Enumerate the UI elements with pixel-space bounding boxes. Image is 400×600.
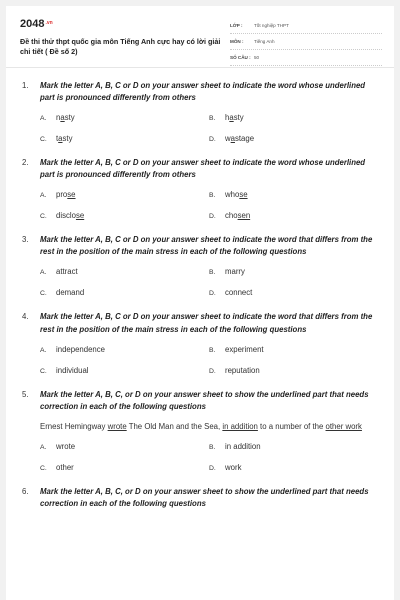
question-4 [22,311,378,374]
meta-row [230,50,382,66]
option-underlined-part: a [58,134,63,144]
sentence-part: Ernest Hemingway [40,421,108,431]
question-3 [22,234,378,297]
option-letter: C. [40,465,47,473]
option-text [225,134,254,143]
option-text [56,442,75,451]
option-text-start: t [56,134,59,144]
document-meta [230,18,382,66]
option-underlined-part: a [60,113,65,123]
answer-option-d[interactable] [209,211,378,220]
question-6 [22,486,378,510]
option-letter: D. [209,290,216,298]
option-text [56,288,84,297]
option-text-start: pro [56,190,68,200]
option-text [225,267,245,276]
option-letter: D. [209,367,216,375]
option-letter: A. [40,115,47,123]
option-text-start: in addition [225,442,261,452]
answer-options [40,113,378,143]
question-header [22,486,378,510]
option-letter: C. [40,367,47,375]
option-letter: B. [209,346,216,354]
meta-value: 50 [254,55,260,60]
option-text [56,366,89,375]
question-number: 4. [22,312,29,322]
option-text-start: connect [225,288,253,298]
question-number: 1. [22,81,29,90]
option-text [225,113,244,122]
answer-option-c[interactable] [40,463,209,472]
answer-option-d[interactable] [209,366,378,375]
option-text [56,211,84,220]
option-text-end: sty [64,113,75,123]
question-list [6,68,394,510]
option-letter: D. [209,136,216,144]
question-header [22,389,378,413]
meta-key: SỐ CÂU : [230,55,251,60]
underlined-part: other work [325,421,362,431]
question-1 [22,80,378,143]
meta-row [230,34,382,50]
answer-option-c[interactable] [40,288,209,297]
answer-option-a[interactable] [40,345,209,354]
document-title: Đề thi thử thpt quốc gia môn Tiếng Anh cực hay có lời giải chi tiết ( Đề số 2) [20,37,221,56]
answer-option-a[interactable] [40,113,209,122]
question-header [22,157,378,181]
answer-option-b[interactable] [209,442,378,451]
option-text-start: attract [56,267,78,277]
question-number: 2. [22,158,29,168]
meta-row [230,18,382,34]
answer-options [40,190,378,220]
option-text-start: individual [56,365,89,375]
option-letter: A. [40,269,47,277]
option-text [225,442,261,451]
option-text [225,190,248,199]
question-5 [22,389,378,473]
option-text-start: independence [56,344,105,354]
question-2 [22,157,378,220]
option-text [56,134,72,143]
answer-options [40,267,378,297]
option-letter: C. [40,213,47,221]
document-page [6,6,394,600]
meta-key: MÔN : [230,39,244,44]
option-text [225,463,241,472]
option-letter: B. [209,192,216,200]
option-text-start: reputation [225,365,260,375]
option-text-start: cho [225,211,238,221]
sentence-part: to a number of the [257,421,326,431]
option-letter: B. [209,444,216,452]
question-header [22,311,378,335]
logo-text: 2048 [20,18,45,30]
answer-option-c[interactable] [40,366,209,375]
option-letter: A. [40,192,47,200]
question-header [22,80,378,104]
answer-option-b[interactable] [209,113,378,122]
question-number: 6. [22,487,29,497]
option-text-end: stage [234,134,255,144]
answer-option-b[interactable] [209,190,378,199]
option-text-start: who [225,190,240,200]
answer-option-b[interactable] [209,267,378,276]
question-number: 5. [22,389,29,399]
answer-option-d[interactable] [209,134,378,143]
answer-option-d[interactable] [209,288,378,297]
option-letter: A. [40,444,47,452]
meta-key: LỚP : [230,23,243,28]
answer-option-a[interactable] [40,442,209,451]
option-text-start: w [225,134,231,144]
document-header [6,6,394,68]
answer-option-b[interactable] [209,345,378,354]
option-text-end: sty [233,113,244,123]
option-text [225,288,252,297]
option-text [56,190,76,199]
option-letter: B. [209,115,216,123]
option-text [56,463,74,472]
option-letter: D. [209,465,216,473]
question-instruction: Mark the letter A, B, C, or D on your answer sheet to show the underlined part that needs correction in each of the following questions [40,487,369,509]
option-text [56,267,78,276]
question-instruction: Mark the letter A, B, C or D on your answer sheet to indicate the word whose underlined part is pronounced differently from others [40,81,366,103]
option-text-start: wrote [56,442,76,452]
question-instruction: Mark the letter A, B, C or D on your answer sheet to indicate the word that differs from the rest in the position of the main stress in each of the following questions [40,235,373,257]
option-text-start: h [225,113,230,123]
option-underlined-part: a [229,113,234,123]
underlined-part: wrote [107,421,127,431]
option-text [225,211,250,220]
option-underlined-part: sen [237,211,251,221]
question-number: 3. [22,235,29,245]
answer-option-c[interactable] [40,134,209,143]
question-instruction: Mark the letter A, B, C, or D on your answer sheet to show the underlined part that needs correction in each of the following questions [40,389,369,411]
option-text [56,345,105,354]
option-text-start: disclo [56,211,76,221]
option-text-start: experiment [225,344,264,354]
option-text [56,113,75,122]
answer-option-a[interactable] [40,190,209,199]
answer-options [40,345,378,375]
option-letter: B. [209,269,216,277]
option-underlined-part: se [67,190,76,200]
answer-option-d[interactable] [209,463,378,472]
option-text [225,366,260,375]
answer-option-a[interactable] [40,267,209,276]
answer-options [40,442,378,472]
question-instruction: Mark the letter A, B, C or D on your answer sheet to indicate the word that differs from the rest in the position of the main stress in each of the following questions [40,312,373,334]
option-underlined-part: se [75,211,85,221]
option-underlined-part: a [230,134,235,144]
option-letter: C. [40,290,47,298]
underlined-part: in addition [222,421,258,431]
option-text-start: work [225,463,242,473]
option-letter: C. [40,136,47,144]
meta-value: Tiếng Anh [254,39,275,44]
question-sentence [40,421,378,433]
meta-value: Tốt nghiệp THPT [254,23,289,28]
sentence-part: The Old Man and the Sea, [126,421,223,431]
option-letter: A. [40,346,47,354]
site-logo[interactable] [20,18,53,30]
question-header [22,234,378,258]
logo-suffix: .vn [45,20,53,26]
option-text-start: marry [225,267,245,277]
option-letter: D. [209,213,216,221]
answer-option-c[interactable] [40,211,209,220]
option-text-end: sty [62,134,73,144]
option-text-start: demand [56,288,85,298]
option-underlined-part: se [239,190,248,200]
question-instruction: Mark the letter A, B, C or D on your answer sheet to indicate the word whose underlined part is pronounced differently from others [40,158,366,180]
option-text [225,345,264,354]
option-text-start: n [56,113,61,123]
option-text-start: other [56,463,74,473]
